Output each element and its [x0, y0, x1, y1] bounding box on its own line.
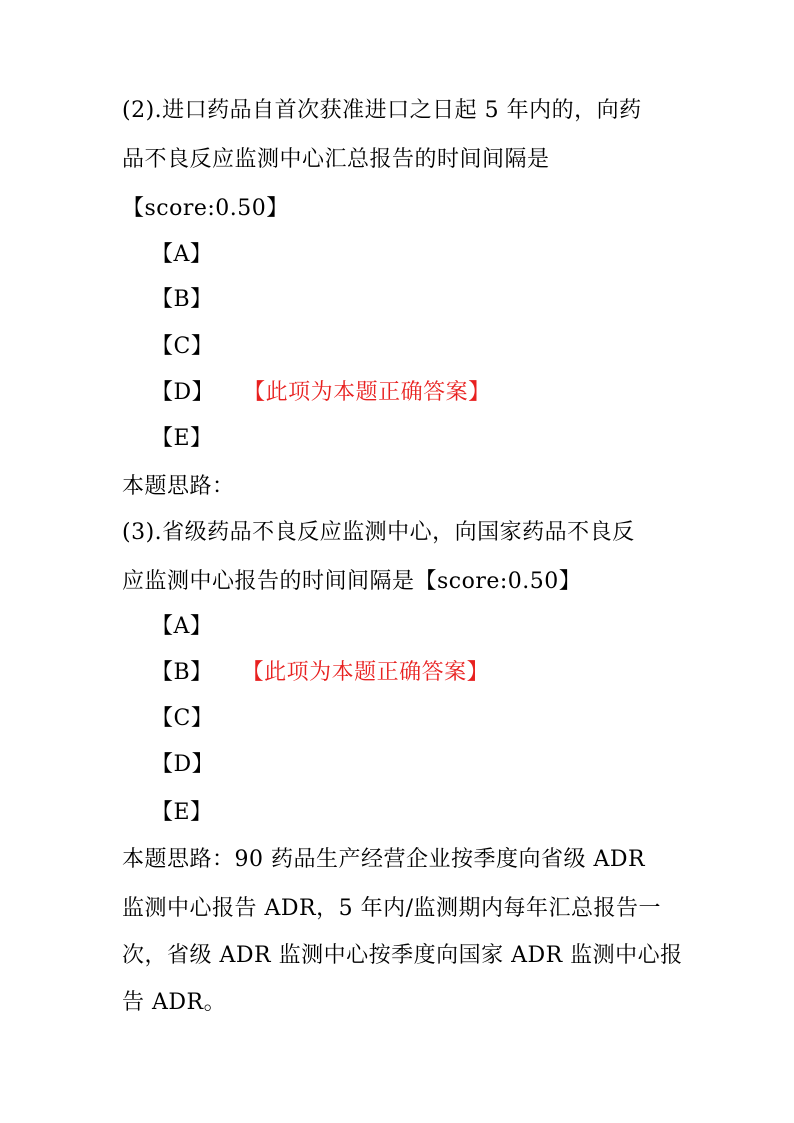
question-3-option-c: 【C】	[151, 706, 214, 731]
question-3-stem-line-1: (3).省级药品不良反应监测中心，向国家药品不良反	[122, 520, 635, 545]
question-2-option-b: 【B】	[151, 287, 213, 312]
question-2-option-c: 【C】	[151, 334, 214, 359]
question-2-score: 【score:0.50】	[122, 196, 289, 221]
question-3-option-b: 【B】	[151, 660, 213, 685]
question-3-explanation-line-3: 次，省级 ADR 监测中心按季度向国家 ADR 监测中心报	[122, 943, 683, 968]
question-2-option-d-row	[151, 378, 491, 408]
question-3-explanation-line-4: 告 ADR。	[122, 990, 227, 1015]
question-3-explanation-line-2: 监测中心报告 ADR，5 年内/监测期内每年汇总报告一	[122, 896, 661, 921]
question-3-correct-answer-note: 【此项为本题正确答案】	[252, 660, 490, 685]
question-2-stem-line-1: (2).进口药品自首次获准进口之日起 5 年内的，向药	[122, 98, 642, 123]
question-2-option-e: 【E】	[151, 426, 213, 451]
question-2-explanation: 本题思路：	[122, 474, 235, 499]
question-2-correct-answer-note: 【此项为本题正确答案】	[254, 380, 491, 405]
question-3-option-e: 【E】	[151, 800, 213, 825]
question-3-stem-line-2: 应监测中心报告的时间间隔是【score:0.50】	[122, 569, 582, 594]
question-2-stem-line-2: 品不良反应监测中心汇总报告的时间间隔是	[122, 147, 550, 172]
question-3-option-a: 【A】	[151, 614, 213, 639]
question-3-explanation-line-1: 本题思路：90 药品生产经营企业按季度向省级 ADR	[122, 847, 646, 872]
question-3-option-d: 【D】	[151, 752, 215, 777]
question-2-option-a: 【A】	[151, 242, 213, 267]
question-3-option-b-row	[151, 658, 489, 688]
question-2-option-d: 【D】	[151, 380, 215, 405]
